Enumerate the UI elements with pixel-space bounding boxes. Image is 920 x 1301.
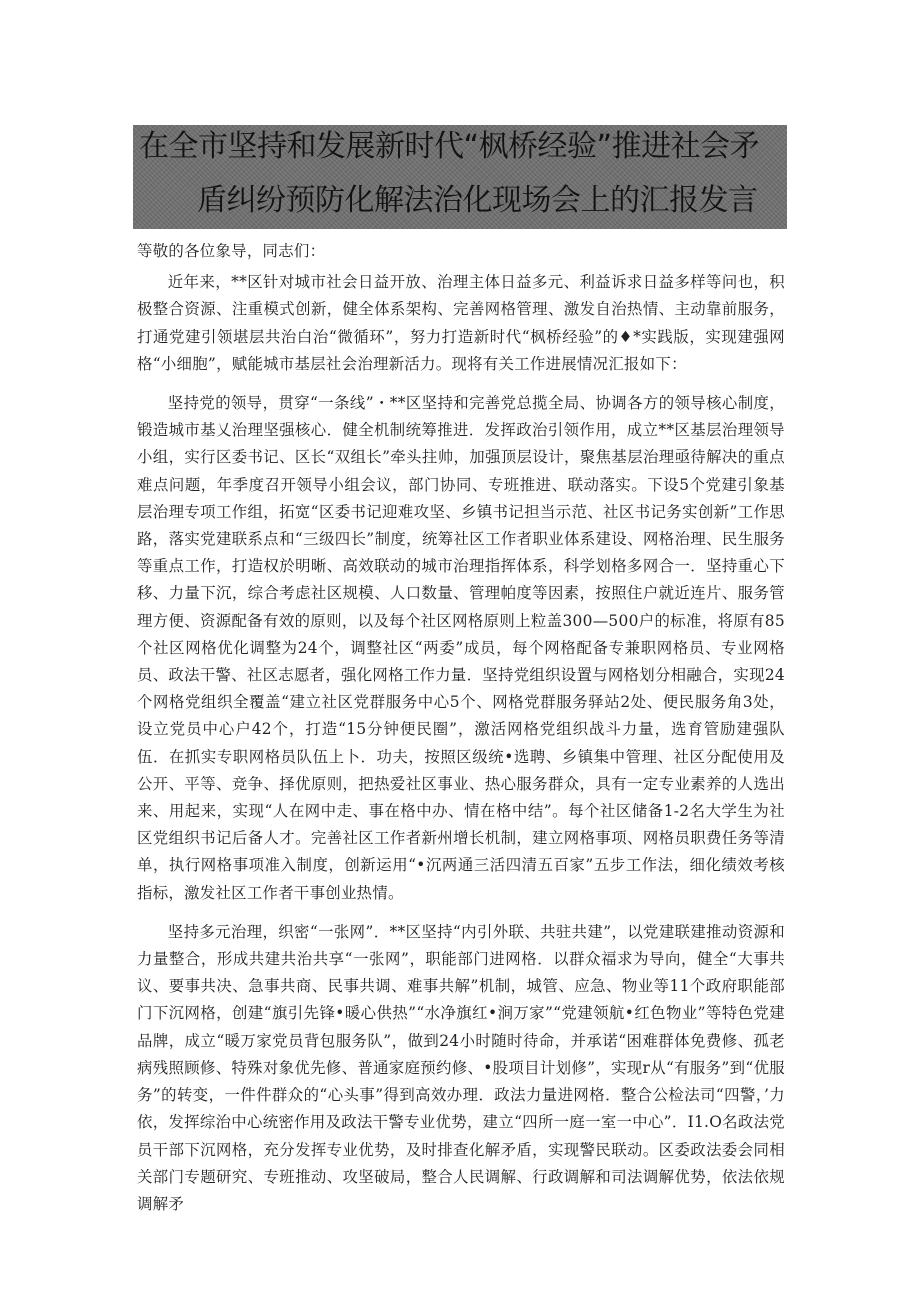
paragraph-intro: 近年来，**区针对城市社会日益开放、治理主体日益多元、利益诉求日益多样等问也，积极整合资源、注重模式创新，健全体系架构、完善网格管理、激发自治热情、主动靠前服务，打通党建引领堪层共治白治“微循环”，努力打造新时代“枫桥经验”的♦*实践版，实现建强网格“小细胞”，赋能城市基层社会治理新活力。现将有关工作进展情况汇报如下： bbox=[137, 273, 785, 373]
document-body bbox=[137, 238, 785, 1230]
greeting: 等敬的各位象导，同志们： bbox=[137, 242, 326, 260]
paragraph-multi-governance: 坚持多元治理，织密“一张网”．**区坚持“内引外联、共驻共建”，以党建联建推动资源和力量整合，形成共建共治共享“一张网”，职能部门进网格．以群众福求为导向，健全“大事共议、要事共决、急事共商、民事共调、难事共解”机制，城管、应急、物业等11个政府职能部门下沉网格，创建“旗引先锋•暖心供热”“水净旗红•涧万家”“党建领航•红色物业”等特色党建品牌，成立“暖万家党员背包服务队”，做到24小时随时待命，并承诺“困难群体免费修、孤老病残照顾修、特殊对象优先修、普通家庭预约修、•股项目计划修”，实现r从“有服务”到“优服务”的转变，一件件群众的“心头事”得到高效办理．政法力量进网格．整合公检法司“四警，’力依，发挥综治中心统密作用及政法干警专业优势，建立“四所一庭一室一中心”．I1.O名政法党员干部下沉网格，充分发挥专业优势，及时排查化解矛盾，实现警民联动。区委政法委会同相关部门专题研究、专班推动、攻坚破局，整合人民调解、行政调解和司法调解优势，依法依规调解矛 bbox=[137, 922, 785, 1213]
paragraph-party-leadership: 坚持党的领导，贯穿“一条线”・**区坚持和完善党总揽全局、协调各方的领导核心制度，锻造城市基乂治理坚强核心．健全机制统筹推进．发挥政治引领作用，成立**区基层治理领导小组，实行区委书记、区长“双组长”牵头拄帅，加强顶层设计，聚焦基层治理亟待解决的重点难点问题，年季度召开领导小组会议，部门协同、专班推进、联动落实。下设5个党建引象基层治理专项工作组，拓宽“区委书记迎难攻坚、乡镇书记担当示范、社区书记务实创新”工作思路，落实党建联系点和“三级四长”制度，统筹社区工作者职业体系建设、网格治理、民生服务等重点工作，打造权於明晰、高效联动的城市治理指挥体系，科学划格多网合一．坚持重心下移、力量下沉，综合考虑社区规模、人口数量、管理帕度等因素，按照住户就近连片、服务管理方便、资源配备有效的原则，以及每个社区网格原则上粒盖300—500户的标准，将原有85个社区网格优化调整为24个，调整社区“两委”成员，每个网格配备专兼职网格员、专业网格员、政法干警、社区志愿者，强化网格工作力量．坚持党组织设置与网格划分相融合，实现24个网格党组织全覆盖“建立社区党群服务中心5个、网格党群服务驿站2处、便民服务角3处，设立党员中心户42个，打造“15分钟便民圈”，激活网格党组织战斗力量，选育管励建强队伍．在抓实专职网格员队伍上卜．功夫，按照区级统•选聘、乡镇集中管理、社区分配使用及公开、平等、竞争、择优原则，把热爱社区事业、热心服务群众，具有一定专业素养的人选出来、用起来，实现“人在网中走、事在格中办、情在格中结”。每个社区储备1-2名大学生为社区党组织书记后备人才。完善社区工作者新州增长机制，建立网格事项、网格员职费任务等清单，执行网格事项准入制度，创新运用“•沉两通三活四清五百家”五步工作法，细化绩效考核指标，激发社区工作者干事创业热情。 bbox=[137, 394, 785, 902]
title-banner bbox=[133, 125, 787, 229]
document-title-line-2: 盾纠纷预防化解法治化现场会上的汇报发言 bbox=[197, 183, 758, 218]
document-title-line-1: 在全市坚持和发展新时代“枫桥经验”推进社会矛 bbox=[139, 129, 760, 164]
